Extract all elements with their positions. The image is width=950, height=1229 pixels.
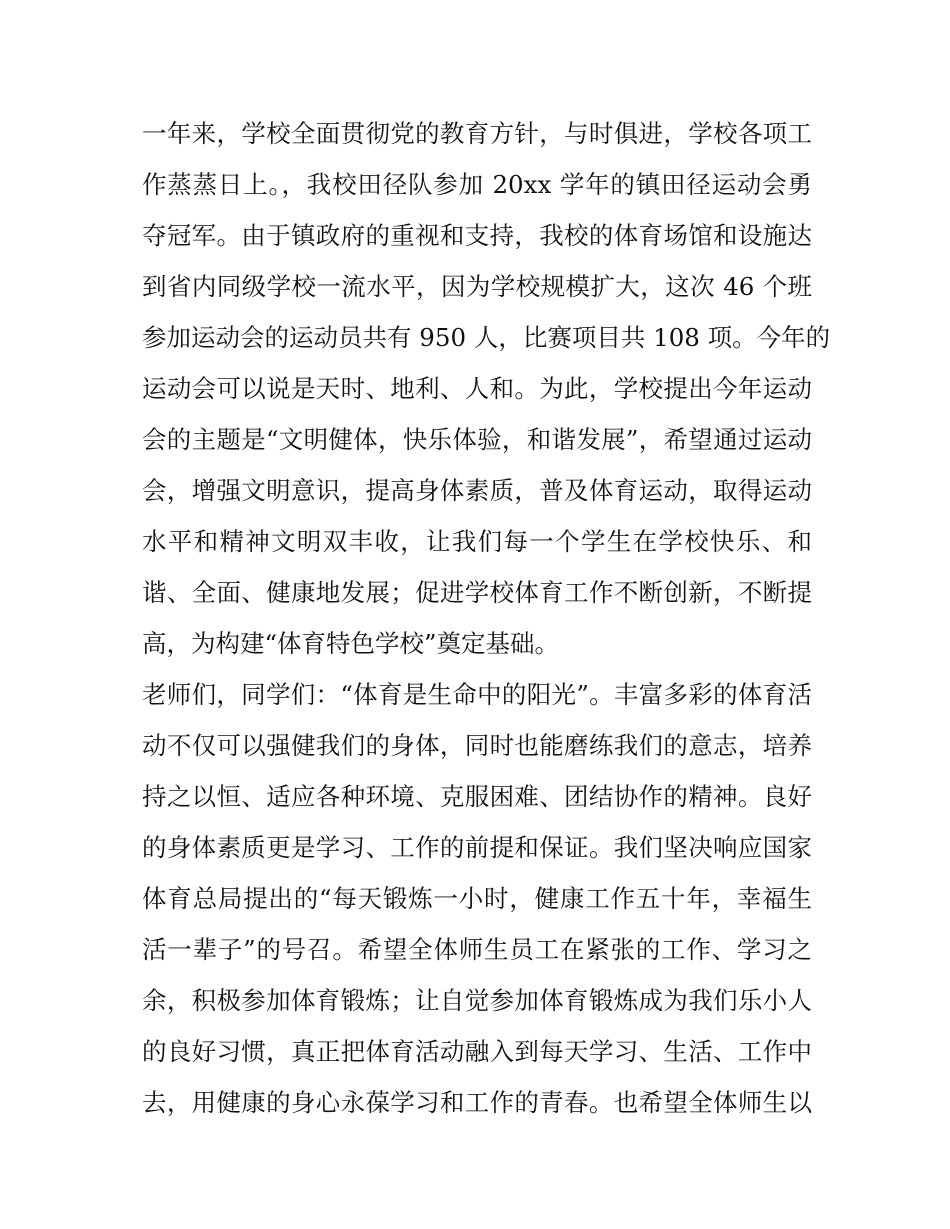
text-line: 会的主题是“文明健体，快乐体验，和谐发展”，希望通过运动 (142, 425, 812, 454)
text-line: 到省内同级学校一流水平，因为学校规模扩大，这次 46 个班 (142, 272, 812, 301)
text-line: 去，用健康的身心永葆学习和工作的青春。也希望全体师生以 (142, 1088, 812, 1117)
text-line: 持之以恒、适应各种环境、克服困难、团结协作的精神。良好 (142, 782, 812, 811)
text-line: 的身体素质更是学习、工作的前提和保证。我们坚决响应国家 (142, 833, 812, 862)
text-line: 动不仅可以强健我们的身体，同时也能磨练我们的意志，培养 (142, 731, 812, 760)
text-line: 夺冠军。由于镇政府的重视和支持，我校的体育场馆和设施达 (142, 221, 812, 250)
text-line: 水平和精神文明双丰收，让我们每一个学生在学校快乐、和 (142, 527, 812, 556)
text-line: 运动会可以说是天时、地利、人和。为此，学校提出今年运动 (142, 374, 812, 403)
text-line: 活一辈子”的号召。希望全体师生员工在紧张的工作、学习之 (142, 935, 812, 964)
paragraph-1 (142, 108, 831, 669)
text-line: 一年来，学校全面贯彻党的教育方针，与时俱进，学校各项工 (142, 119, 812, 148)
text-line: 会，增强文明意识，提高身体素质，普及体育运动，取得运动 (142, 476, 812, 505)
text-line: 高，为构建“体育特色学校”奠定基础。 (142, 629, 560, 658)
text-line: 的良好习惯，真正把体育活动融入到每天学习、生活、工作中 (142, 1037, 812, 1066)
paragraph-2 (142, 669, 812, 1128)
text-line: 老师们，同学们：“体育是生命中的阳光”。丰富多彩的体育活 (142, 680, 812, 709)
text-line: 谐、全面、健康地发展；促进学校体育工作不断创新，不断提 (142, 578, 812, 607)
text-line: 体育总局提出的“每天锻炼一小时，健康工作五十年，幸福生 (142, 884, 812, 913)
text-line: 作蒸蒸日上。，我校田径队参加 20xx 学年的镇田径运动会勇 (142, 170, 812, 199)
text-line: 参加运动会的运动员共有 950 人，比赛项目共 108 项。今年的 (142, 323, 831, 352)
document-body (142, 108, 831, 1128)
text-line: 余，积极参加体育锻炼；让自觉参加体育锻炼成为我们乐小人 (142, 986, 812, 1015)
